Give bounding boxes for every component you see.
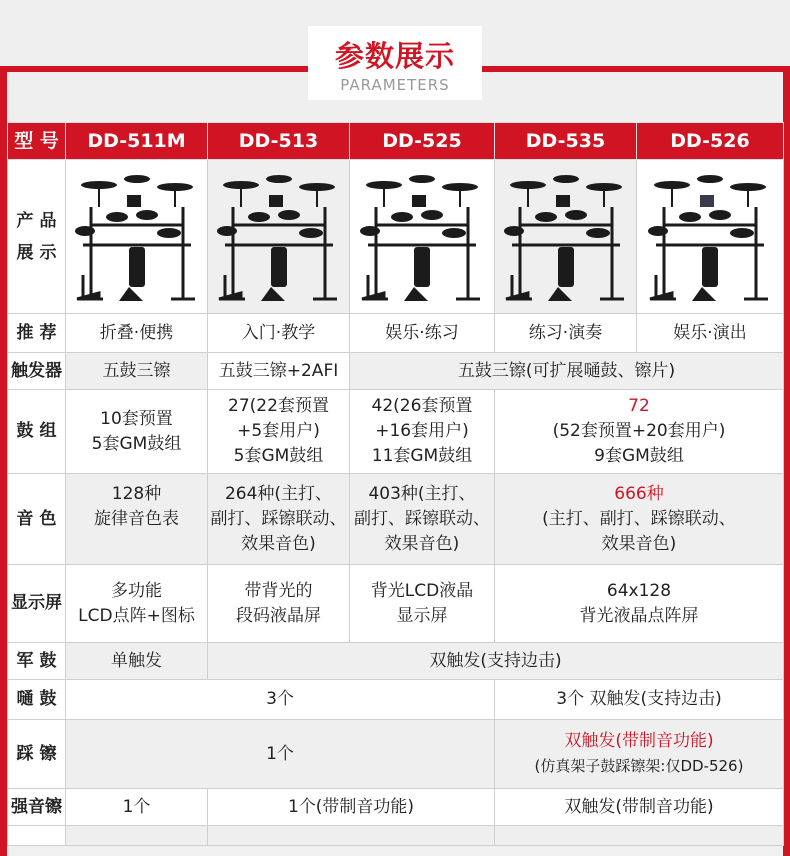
kits-line: (52套预置+20套用户): [552, 421, 726, 441]
voices-row: [8, 474, 784, 565]
snare-label: 军 鼓: [8, 643, 66, 680]
recommend-cell: 娱乐·练习: [350, 314, 495, 353]
screen-line: LCD点阵+图标: [78, 605, 195, 626]
hihat-row: [8, 720, 784, 789]
kits-line: +16套用户): [375, 421, 469, 441]
tom-cell: 3个: [66, 680, 495, 720]
title-english: PARAMETERS: [340, 76, 450, 94]
kits-label: 鼓 组: [8, 390, 66, 474]
tom-cell: 3个 双触发(支持边击): [495, 680, 784, 720]
title-chinese: 参数展示: [334, 39, 455, 73]
voices-line: 403种(主打、: [368, 483, 476, 504]
screen-line: 背光LCD液晶: [370, 580, 474, 601]
kits-line: 9套GM鼓组: [594, 446, 684, 466]
hihat-cell: 1个: [66, 720, 495, 789]
partial-row: [8, 826, 784, 846]
screen-line: 显示屏: [396, 605, 448, 626]
recommend-cell: 练习·演奏: [495, 314, 637, 353]
trigger-cell: 五鼓三镲+2AFI: [208, 353, 350, 390]
screen-line: 段码液晶屏: [236, 605, 321, 626]
recommend-cell: 入门·教学: [208, 314, 350, 353]
tom-row: [8, 680, 784, 720]
display-label: 产 品 展 示: [8, 160, 66, 314]
voices-line: 副打、踩镲联动、: [354, 508, 490, 529]
voices-line: 128种: [111, 483, 162, 504]
drum-kit-image: [66, 160, 208, 314]
kits-line: 5套GM鼓组: [233, 446, 324, 466]
kits-cell: [66, 390, 208, 474]
display-row: [8, 160, 784, 314]
drum-kit-image: [350, 160, 495, 314]
trigger-cell: 五鼓三镲: [66, 353, 208, 390]
kits-row: [8, 390, 784, 474]
tom-label: 嗵 鼓: [8, 680, 66, 720]
voices-label: 音 色: [8, 474, 66, 565]
kits-line: 10套预置: [100, 408, 173, 429]
voices-line: 副打、踩镲联动、: [210, 508, 347, 529]
crash-label: 强音镲: [8, 789, 66, 826]
recommend-row: [8, 314, 784, 353]
kits-line: +5套用户): [237, 421, 320, 441]
voices-cell: [208, 474, 350, 565]
red-frame-left: [0, 66, 7, 856]
crash-row: [8, 789, 784, 826]
hihat-cell: [495, 720, 784, 789]
voices-line: 效果音色): [601, 533, 677, 554]
drum-kit-image: [208, 160, 350, 314]
hihat-highlight: 双触发(带制音功能): [564, 731, 714, 751]
screen-line: 带背光的: [244, 580, 313, 601]
trigger-row: [8, 353, 784, 390]
hihat-note: (仿真架子鼓踩镲架:仅DD-526): [534, 757, 744, 775]
screen-line: 64x128: [606, 580, 672, 601]
header-label: 型 号: [8, 123, 66, 160]
trigger-label: 触发器: [8, 353, 66, 390]
crash-cell: 1个(带制音功能): [208, 789, 495, 826]
screen-line: 背光液晶点阵屏: [579, 605, 699, 626]
model-dd-535: DD-535: [495, 123, 637, 160]
recommend-cell: 娱乐·演出: [637, 314, 784, 353]
screen-cell: [350, 565, 495, 643]
crash-cell: 1个: [66, 789, 208, 826]
recommend-cell: 折叠·便携: [66, 314, 208, 353]
spec-table: [7, 122, 784, 846]
section-title: [308, 26, 482, 100]
voices-line: 效果音色): [241, 533, 316, 554]
voices-cell: [350, 474, 495, 565]
red-frame-right: [783, 66, 790, 856]
drum-kit-image: [495, 160, 637, 314]
crash-cell: 双触发(带制音功能): [495, 789, 784, 826]
kits-line: 42(26套预置: [371, 396, 473, 416]
snare-cell: 双触发(支持边击): [208, 643, 784, 680]
screen-cell: [66, 565, 208, 643]
snare-cell: 单触发: [66, 643, 208, 680]
screen-label: 显示屏: [8, 565, 66, 643]
screen-line: 多功能: [111, 580, 162, 601]
voices-line: (主打、副打、踩镲联动、: [542, 508, 736, 529]
model-dd-511m: DD-511M: [66, 123, 208, 160]
drum-kit-image: [637, 160, 784, 314]
screen-cell: [208, 565, 350, 643]
screen-row: [8, 565, 784, 643]
model-dd-526: DD-526: [637, 123, 784, 160]
voices-line: 旋律音色表: [94, 508, 179, 529]
kits-cell: [350, 390, 495, 474]
hihat-label: 踩 镲: [8, 720, 66, 789]
voices-line: 效果音色): [384, 533, 460, 554]
kits-cell: [495, 390, 784, 474]
kits-line: 27(22套预置: [228, 396, 329, 416]
model-dd-525: DD-525: [350, 123, 495, 160]
kits-line: 5套GM鼓组: [91, 433, 182, 454]
kits-cell: [208, 390, 350, 474]
model-dd-513: DD-513: [208, 123, 350, 160]
recommend-label: 推 荐: [8, 314, 66, 353]
snare-row: [8, 643, 784, 680]
voices-line: 264种(主打、: [224, 483, 333, 504]
trigger-cell: 五鼓三镲(可扩展嗵鼓、镲片): [350, 353, 784, 390]
voices-cell: [495, 474, 784, 565]
voices-cell: [66, 474, 208, 565]
screen-cell: [495, 565, 784, 643]
header-row: [8, 123, 784, 160]
kits-highlight: 72: [628, 396, 650, 416]
kits-line: 11套GM鼓组: [371, 446, 473, 466]
voices-highlight: 666种: [614, 483, 664, 504]
